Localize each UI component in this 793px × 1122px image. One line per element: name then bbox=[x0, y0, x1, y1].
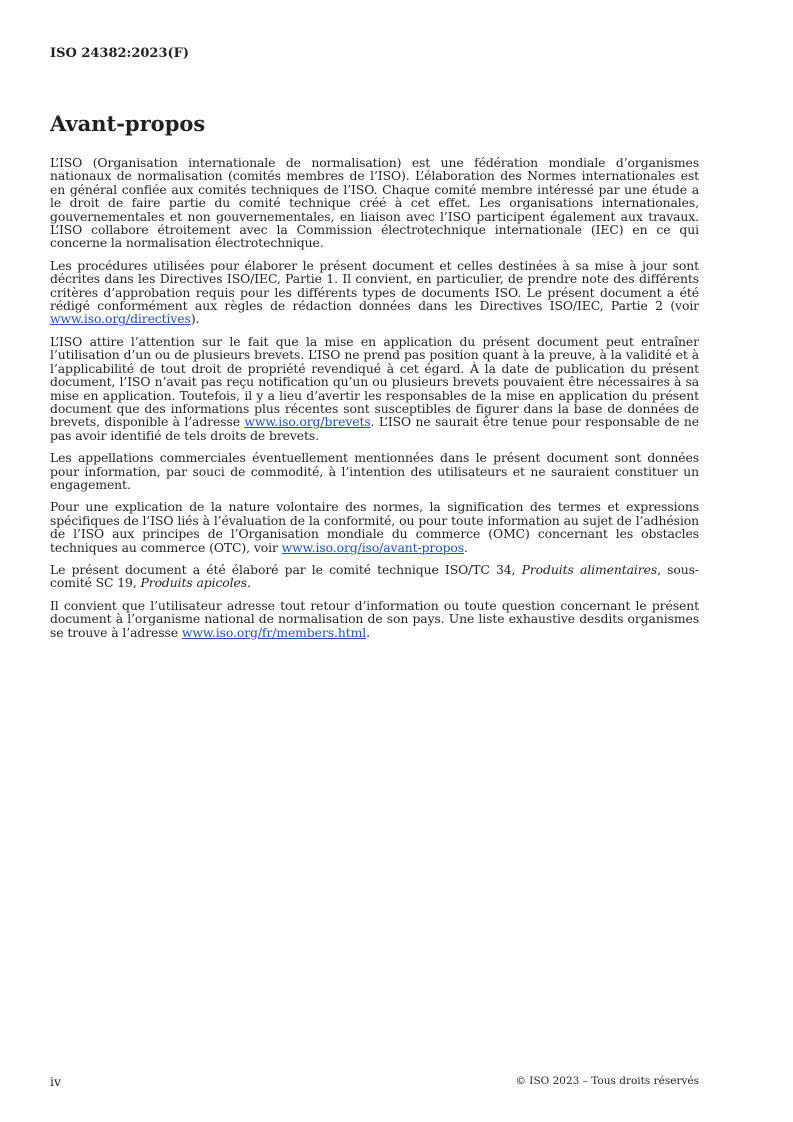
paragraph-text: Les appellations commerciales éventuellement mentionnées dans le présent document sont données pour information, par souci de commodité, à l’intention des utilisateurs et ne sauraient constituer un engagement. bbox=[50, 450, 699, 492]
paragraph-text: . bbox=[464, 539, 468, 555]
paragraph-voluntary-nature bbox=[50, 500, 699, 554]
paragraph-text: L’ISO attire l’attention sur le fait que la mise en application du présent document peut entraîner l’utilisation d’un ou de plusieurs brevets. L’ISO ne prend pas position quant à la preuve, à la validité et à l’applicabilité de tout droit de propriété revendiqué à cet égard. À la date de publication du présent document, l’ISO n’avait pas reçu notification qu’un ou plusieurs brevets pouvaient être nécessaires à sa mise en application. Toutefois, il y a lieu d’avertir les responsables de la mise en application du présent document que des informations plus récentes sont susceptibles de figurer dans la base de données de brevets, disponible à l’adresse bbox=[50, 333, 699, 430]
subcommittee-name: Produits apicoles bbox=[140, 575, 248, 591]
link-members[interactable]: www.iso.org/fr/members.html bbox=[181, 624, 367, 640]
paragraph-feedback bbox=[50, 599, 699, 639]
paragraph-committee bbox=[50, 563, 699, 590]
paragraph-text: Pour une explication de la nature volontaire des normes, la signification des termes et expressions spécifiques de l’ISO liés à l’évaluation de la conformité, ou pour toute information au sujet de l’adhésion de l’ISO aux principes de l’Organisation mondiale du commerce (OMC) concernant les obstacles techniques au commerce (OTC), voir bbox=[50, 499, 699, 555]
paragraph-text: . bbox=[366, 624, 370, 640]
link-avant-propos[interactable]: www.iso.org/iso/avant-propos bbox=[281, 539, 465, 555]
paragraph-text: Les procédures utilisées pour élaborer le présent document et celles destinées à sa mise à jour sont décrites dans les Directives ISO/IEC, Partie 1. Il convient, en particulier, de prendre note des différents critères d’approbation requis pour les différents types de documents ISO. Le présent document a été rédigé conformément aux règles de rédaction données dans les Directives ISO/IEC, Partie 2 (voir bbox=[50, 257, 699, 314]
link-directives[interactable]: www.iso.org/directives bbox=[50, 311, 191, 327]
paragraph-text: . L’ISO ne saurait être tenue pour responsable de ne pas avoir identifié de tels droits de brevets. bbox=[50, 414, 699, 443]
page-number: iv bbox=[50, 1074, 62, 1089]
paragraph-text: ). bbox=[190, 311, 200, 327]
paragraph-text: . bbox=[247, 575, 251, 591]
standard-header: ISO 24382:2023(F) bbox=[50, 46, 190, 61]
link-brevets[interactable]: www.iso.org/brevets bbox=[244, 414, 371, 430]
document-body bbox=[50, 156, 699, 648]
paragraph-procedures bbox=[50, 259, 699, 326]
paragraph-text: Le présent document a été élaboré par le comité technique ISO/TC 34, bbox=[50, 561, 522, 577]
copyright-notice: © ISO 2023 – Tous droits réservés bbox=[515, 1075, 699, 1087]
paragraph-text: L’ISO (Organisation internationale de normalisation) est une fédération mondiale d’organismes nationaux de normalisation (comités membres de l’ISO). L’élaboration des Normes internationales est en général confiée aux comités techniques de l’ISO. Chaque comité membre intéressé par une étude a le droit de faire partie du comité technique créé à cet effet. Les organisations internationales, gouvernementales et non gouvernementales, en liaison avec l’ISO participent également aux travaux. L’ISO collabore étroitement avec la Commission électrotechnique internationale (IEC) en ce qui concerne la normalisation électrotechnique. bbox=[50, 155, 699, 251]
paragraph-trade-names bbox=[50, 451, 699, 491]
paragraph-text: Il convient que l’utilisateur adresse tout retour d’information ou toute question concernant le présent document à l’organisme national de normalisation de son pays. Une liste exhaustive desdits organismes se trouve à l’adresse bbox=[50, 597, 699, 640]
paragraph-text: , sous-comité SC 19, bbox=[50, 561, 699, 591]
page-title: Avant-propos bbox=[50, 111, 206, 136]
paragraph-iso-intro bbox=[50, 156, 699, 250]
committee-name: Produits alimentaires bbox=[521, 561, 658, 577]
paragraph-patents bbox=[50, 335, 699, 442]
